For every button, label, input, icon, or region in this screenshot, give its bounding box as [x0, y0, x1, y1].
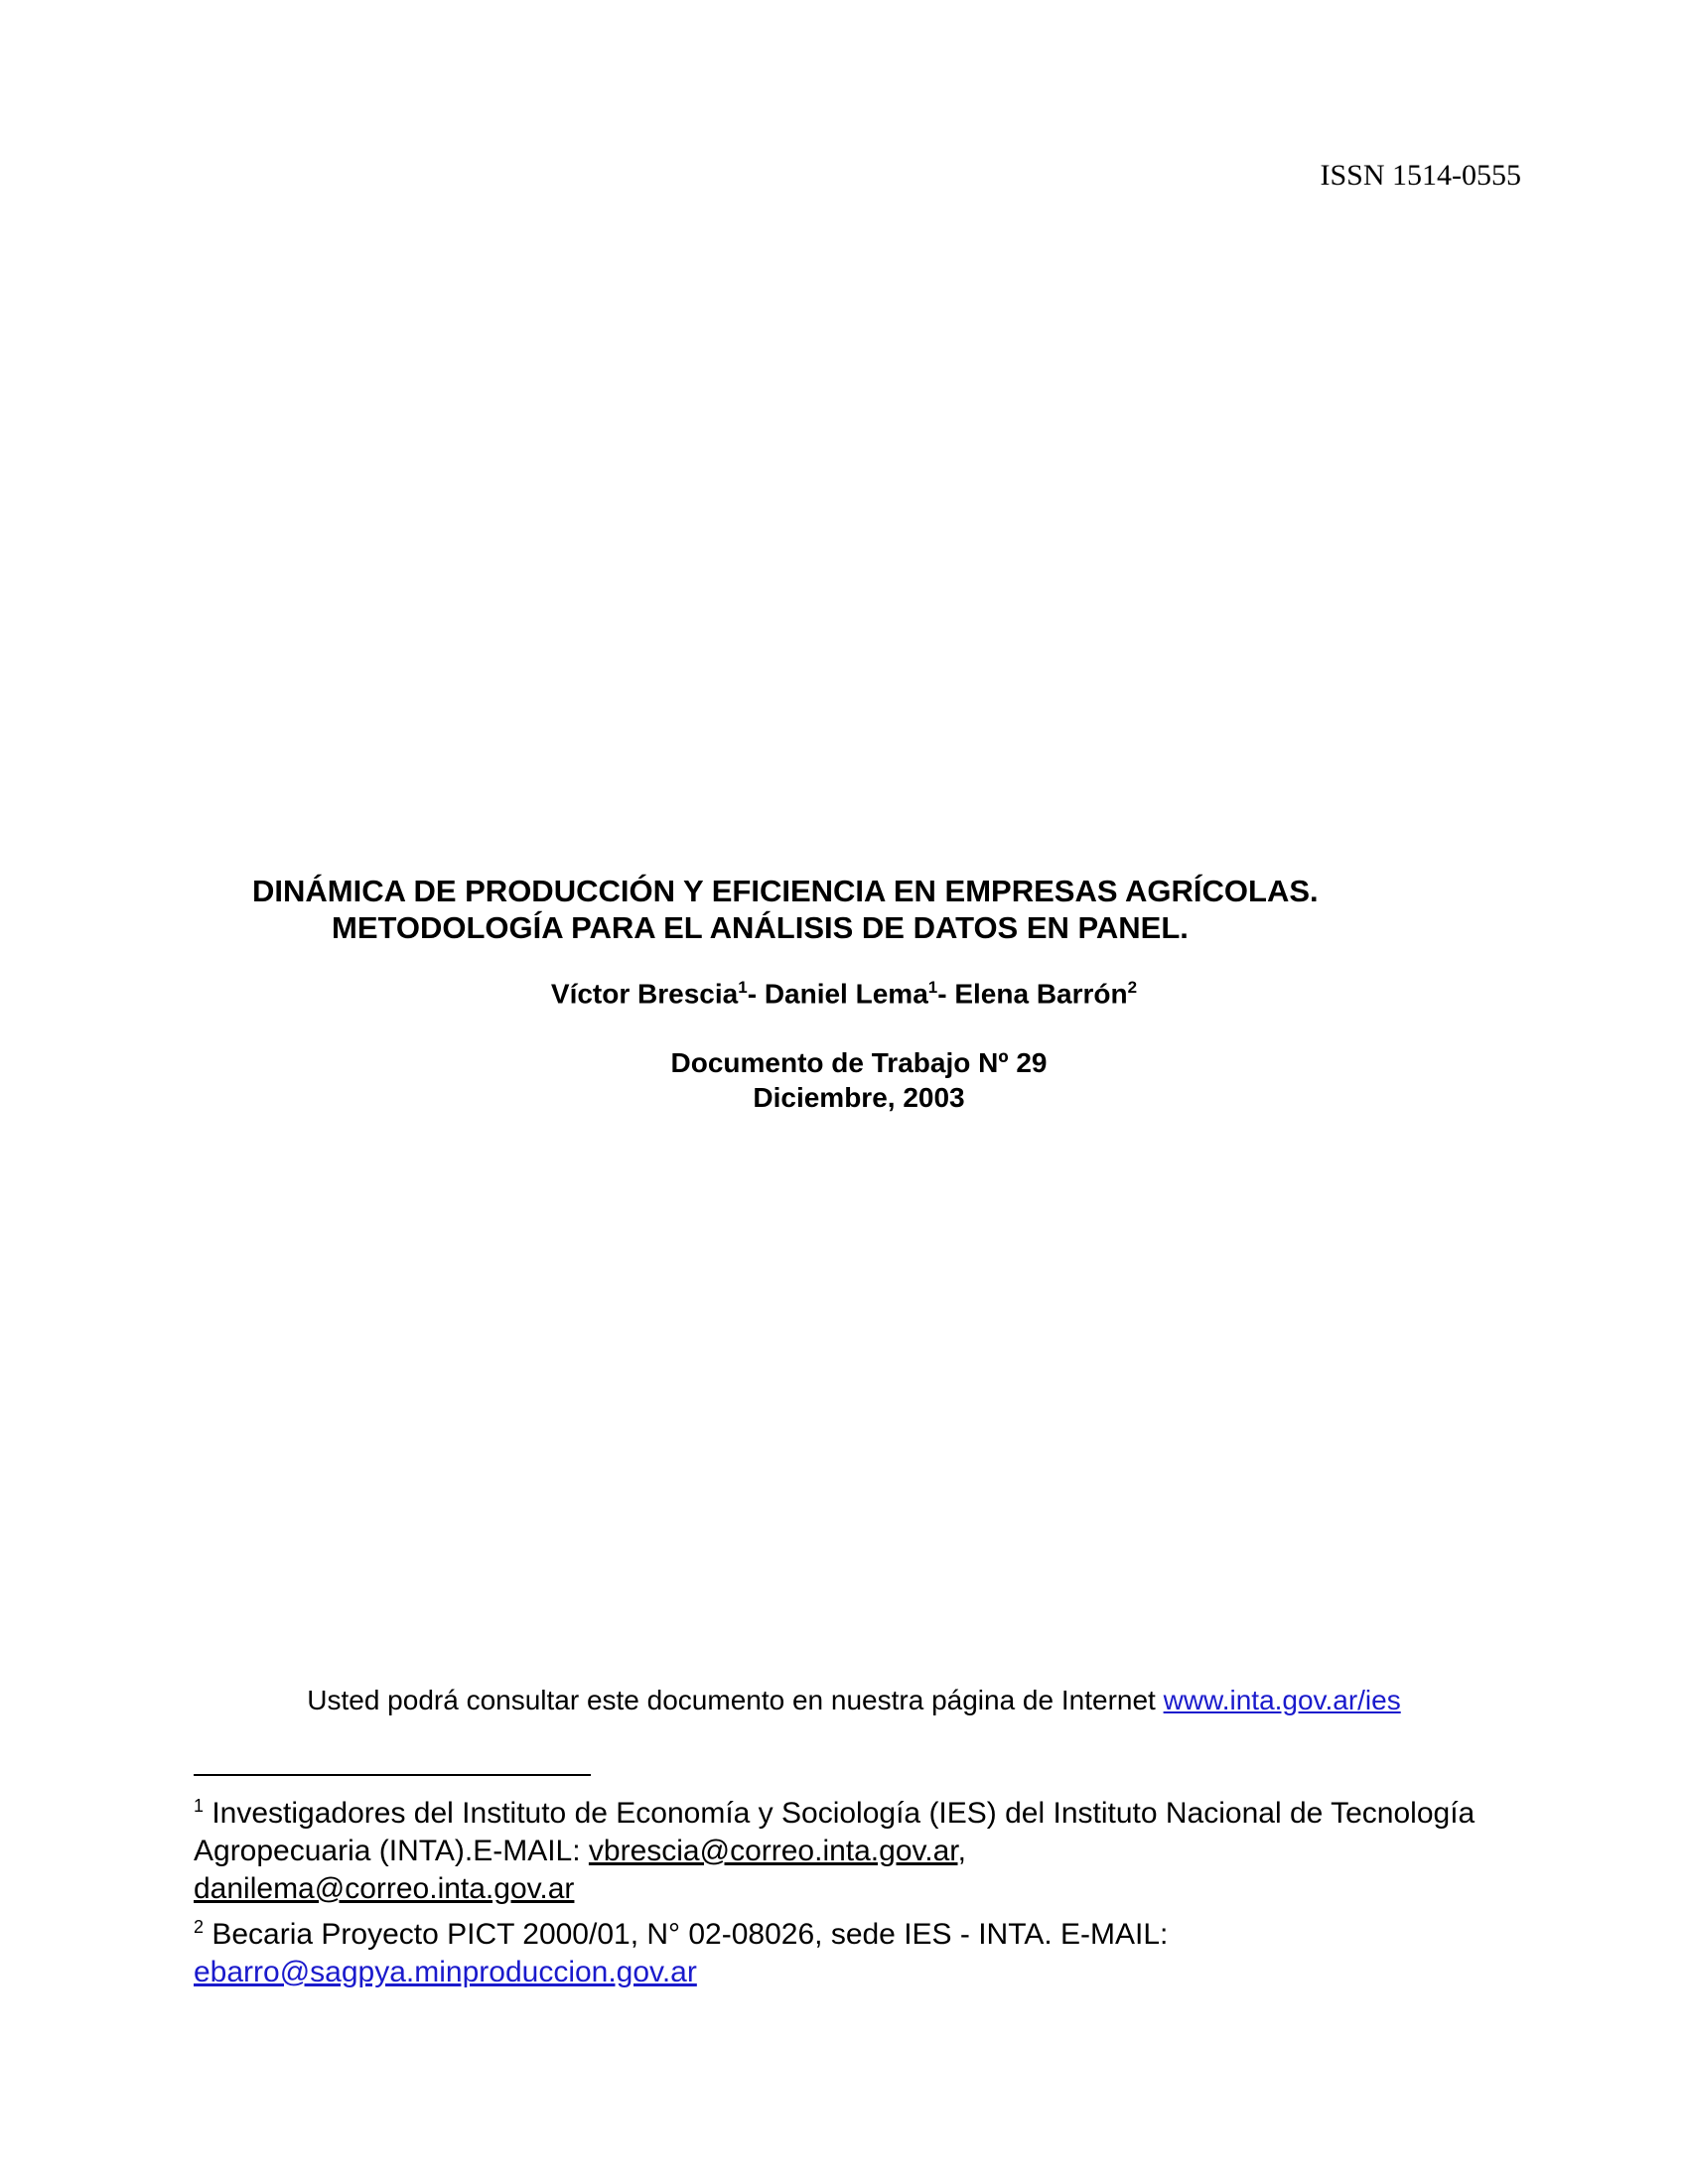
author-name: Víctor Brescia — [550, 978, 739, 1010]
footnote-divider — [194, 1774, 591, 1776]
document-date: Diciembre, 2003 — [753, 1082, 965, 1113]
footnote-2: $^2$ Becaria Proyecto PICT 2000/01, N° 02-08026, sede IES - INTA. E-MAIL: ebarro@sagpya.minproduccion.gov.ar — [194, 1917, 1169, 1988]
footnote-mark: 2 — [194, 1917, 205, 1937]
footnotes — [194, 1787, 1504, 1991]
footnote-mark: 1 — [194, 1796, 205, 1816]
consult-note — [0, 1685, 1688, 1716]
document-number: Documento de Trabajo Nº 29 — [670, 1047, 1048, 1078]
email-link[interactable]: vbrescia@correo.inta.gov.ar, — [588, 1835, 966, 1867]
email-link[interactable]: danilema@correo.inta.gov.ar — [194, 1872, 575, 1905]
author-name: Daniel Lema — [764, 978, 928, 1010]
issn-number: ISSN 1514-0555 — [1320, 159, 1521, 192]
author-footnote-mark: 1 — [927, 978, 938, 997]
footnote-1: $^1$ Investigadores del Instituto de Economía y Sociología (IES) del Instituto Nacional de Tecnología Agropecuaria (INTA).E-MAIL: vbrescia@correo.inta.gov.ar, danilema@correo.inta.gov.ar — [194, 1796, 1476, 1905]
author-name: Elena Barrón — [954, 978, 1128, 1010]
author-footnote-mark: 1 — [738, 978, 748, 997]
website-link[interactable]: www.inta.gov.ar/ies — [1163, 1685, 1401, 1715]
title-line-1: DINÁMICA DE PRODUCCIÓN Y EFICIENCIA EN EMPRESAS AGRÍCOLAS. — [252, 874, 1319, 908]
authors-line: Víctor Brescia$^1$- Daniel Lema$^1$- Elena Barrón$^2$ — [550, 978, 1138, 1010]
email-link[interactable]: ebarro@sagpya.minproduccion.gov.ar — [194, 1956, 697, 1988]
title-line-2: METODOLOGÍA PARA EL ANÁLISIS DE DATOS EN PANEL. — [332, 910, 1189, 945]
consult-text: Usted podrá consultar este documento en nuestra página de Internet — [307, 1685, 1164, 1715]
author-footnote-mark: 2 — [1127, 978, 1138, 997]
